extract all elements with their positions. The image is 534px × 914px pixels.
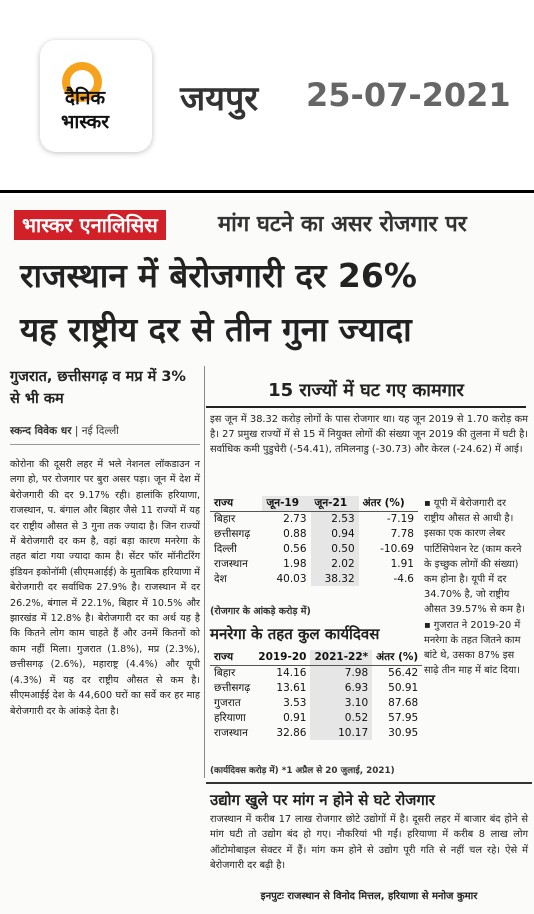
table-cell: 1.91 bbox=[390, 557, 414, 570]
table-header-cell: जून-19 bbox=[262, 496, 310, 511]
section-divider bbox=[206, 782, 532, 784]
table-cell: 0.88 bbox=[283, 527, 307, 540]
table-cell: 57.95 bbox=[388, 711, 419, 724]
table-cell: -7.19 bbox=[386, 512, 414, 525]
table-header-cell: राज्य bbox=[210, 650, 254, 665]
table-header-cell: 2021-22* bbox=[310, 650, 372, 665]
byline-place: | नई दिल्ली bbox=[71, 425, 119, 437]
table-cell: 3.10 bbox=[310, 695, 372, 710]
edition-city: जयपुर bbox=[180, 79, 259, 119]
table-cell: 32.86 bbox=[276, 726, 307, 739]
table-header-cell: राज्य bbox=[210, 496, 262, 511]
table-cell: 7.98 bbox=[310, 665, 372, 680]
table-cell: 3.53 bbox=[283, 696, 307, 709]
table-cell: 2.02 bbox=[311, 556, 359, 571]
table-row bbox=[210, 556, 418, 571]
table-cell: राजस्थान bbox=[214, 726, 248, 739]
industry-body-text: राजस्थान में करीब 17 लाख रोजगार छोटे उद्योगों में है। दूसरी लहर में बाजार बंद होने से मांग घटी तो उद्योग बंद हो गए। नौकरियां भी गईं। हरियाणा में करीब 8 लाख लोग ऑटोमोबाइल सेक्टर में हैं। मांग कम होने से उद्योग पूरी गति से नहीं चल रहे। ऐसे में बेरोजगारी दर बढ़ी है। bbox=[210, 814, 528, 872]
table-cell: 0.56 bbox=[283, 542, 307, 555]
app-header bbox=[0, 0, 534, 185]
table-cell: 0.91 bbox=[283, 711, 307, 724]
table-row bbox=[210, 511, 418, 526]
column-divider bbox=[204, 366, 205, 778]
table-cell: बिहार bbox=[214, 512, 236, 525]
table-cell: 7.78 bbox=[390, 527, 414, 540]
table-cell: 13.61 bbox=[276, 681, 307, 694]
mgnrega-heading: मनरेगा के तहत कुल कार्यदिवस bbox=[210, 625, 380, 643]
left-body-text: कोरोना की दूसरी लहर में भले नेशनल लॉकडाउन न लगा हो, पर रोजगार पर बुरा असर पड़ा। जून में देश में बेरोजगारी की दर 9.17% रही। हालांकि हरियाणा, राजस्थान, प. बंगाल और बिहार जैसे 11 राज्यों में यह दर राष्ट्रीय औसत से 3 गुना तक ज्यादा है। जिन राज्यों में बेरोजगारी दर कम है, वहां बड़ा कारण मनरेगा के तहत बांटा गया ज्यादा काम है। सेंटर फॉर मॉनीटरिंग इंडियन इकोनॉमी (सीएमआईई) के मुताबिक हरियाणा में बेरोजगारी दर सर्वाधिक 27.9% है। राजस्थान में दर 26.2%, बंगाल में 22.1%, बिहार में 10.5% और झारखंड में 12.8% है। बेरोजगारी दर का अर्थ यह है कि कितने लोग काम चाहते हैं और उनमें कितनों को काम नहीं मिला। गुजरात (1.8%), मप्र (2.3%), छत्तीसगढ़ (2.6%), महाराष्ट्र (4.4%) और यूपी (4.3%) में यह दर राष्ट्रीय औसत से कम है। सीएमआईई देश के 44,600 घरों का सर्वे कर हर माह बेरोजगारी दर के आंकड़े देता है। bbox=[10, 459, 200, 717]
table2-note: (कार्यदिवस करोड़ में) *1 अप्रैल से 20 जुलाई, 2021) bbox=[210, 766, 395, 776]
table-cell: 56.42 bbox=[388, 666, 419, 679]
table-header-cell: जून-21 bbox=[311, 496, 359, 511]
table-cell: बिहार bbox=[214, 666, 236, 679]
right-notes: ▪ यूपी में बेरोजगारी दर राष्ट्रीय औसत से आधी है। इसका एक कारण लेबर पार्टिसिपेशन रेट (काम करने के इच्छुक लोगों की संख्या) कम होना है। यूपी में दर 34.70% है, जो राष्ट्रीय औसत 39.57% से कम है। ▪ गुजरात ने 2019-20 में मनरेगा के तहत जितने काम बांटे थे, उसका 87% इस साढ़े तीन माह में बांट दिया। bbox=[424, 498, 525, 677]
kicker-subtitle: मांग घटने का असर रोजगार पर bbox=[218, 212, 467, 237]
table-cell: छत्तीसगढ़ bbox=[214, 527, 251, 540]
left-column bbox=[10, 366, 200, 719]
header-divider bbox=[0, 190, 534, 193]
table-cell: गुजरात bbox=[214, 696, 241, 709]
table-cell: 10.17 bbox=[310, 725, 372, 740]
table-cell: 0.50 bbox=[311, 541, 359, 556]
section-kicker: भास्कर एनालिसिस bbox=[14, 210, 166, 240]
left-subheading: गुजरात, छत्तीसगढ़ व मप्र में 3% से भी कम bbox=[10, 369, 186, 407]
table-cell: 30.95 bbox=[388, 726, 419, 739]
table-cell: 40.03 bbox=[276, 572, 307, 585]
table-row bbox=[210, 680, 422, 695]
mgnrega-table bbox=[210, 650, 422, 740]
table-cell: 2.73 bbox=[283, 512, 307, 525]
table-header-cell: 2019-20 bbox=[254, 650, 310, 665]
intro-text: इस जून में 38.32 करोड़ लोगों के पास रोजगार था। यह जून 2019 से 1.70 करोड़ कम है। 27 प्रमुख राज्यों में से 15 में नियुक्त लोगों की संख्या जून 2019 की तुलना में घटी है। सर्वाधिक कमी पुडुचेरी (-54.41), तमिलनाडु (-30.73) और केरल (-24.62) में आई। bbox=[210, 414, 528, 455]
table-cell: 6.93 bbox=[310, 680, 372, 695]
table-cell: 0.94 bbox=[311, 526, 359, 541]
table-row bbox=[210, 710, 422, 725]
table-cell: देश bbox=[214, 572, 227, 585]
table-row bbox=[210, 541, 418, 556]
table-cell: 87.68 bbox=[388, 696, 419, 709]
table-cell: राजस्थान bbox=[214, 557, 248, 570]
table-row bbox=[210, 571, 418, 586]
table-header-row bbox=[210, 496, 418, 511]
table-row bbox=[210, 725, 422, 740]
table-cell: 0.52 bbox=[310, 710, 372, 725]
table-cell: 50.91 bbox=[388, 681, 419, 694]
table-header-cell: अंतर (%) bbox=[372, 650, 422, 665]
table-row bbox=[210, 665, 422, 680]
logo-text: दैनिक भास्कर bbox=[60, 87, 110, 133]
table-row bbox=[210, 695, 422, 710]
byline bbox=[10, 424, 200, 445]
table-header-cell: अंतर (%) bbox=[359, 496, 418, 511]
table-cell: दिल्ली bbox=[214, 542, 237, 555]
dainik-bhaskar-logo[interactable] bbox=[40, 40, 152, 152]
headline-line-1: राजस्थान में बेरोजगारी दर 26% bbox=[20, 256, 417, 295]
table-cell: -10.69 bbox=[380, 542, 414, 555]
input-credit: इनपुटः राजस्थान से विनोद मित्तल, हरियाणा से मनोज कुमार bbox=[260, 891, 478, 902]
table-row bbox=[210, 526, 418, 541]
headline-line-2: यह राष्ट्रीय दर से तीन गुना ज्यादा bbox=[20, 310, 412, 349]
table1-note: (रोजगार के आंकड़े करोड़ में) bbox=[210, 606, 311, 617]
table-cell: छत्तीसगढ़ bbox=[214, 681, 251, 694]
right-subheading: 15 राज्यों में घट गए कामगार bbox=[206, 378, 526, 408]
table-header-row bbox=[210, 650, 422, 665]
edition-date: 25-07-2021 bbox=[306, 76, 511, 114]
table-cell: हरियाणा bbox=[214, 711, 246, 724]
employment-table bbox=[210, 496, 418, 586]
table-cell: 1.98 bbox=[283, 557, 307, 570]
table-cell: 38.32 bbox=[311, 571, 359, 586]
byline-name: स्कन्द विवेक धर bbox=[10, 425, 72, 437]
table-cell: 2.53 bbox=[311, 511, 359, 526]
table-cell: 14.16 bbox=[276, 666, 307, 679]
table-cell: -4.6 bbox=[393, 572, 414, 585]
industry-heading: उद्योग खुले पर मांग न होने से घटे रोजगार bbox=[210, 791, 435, 809]
